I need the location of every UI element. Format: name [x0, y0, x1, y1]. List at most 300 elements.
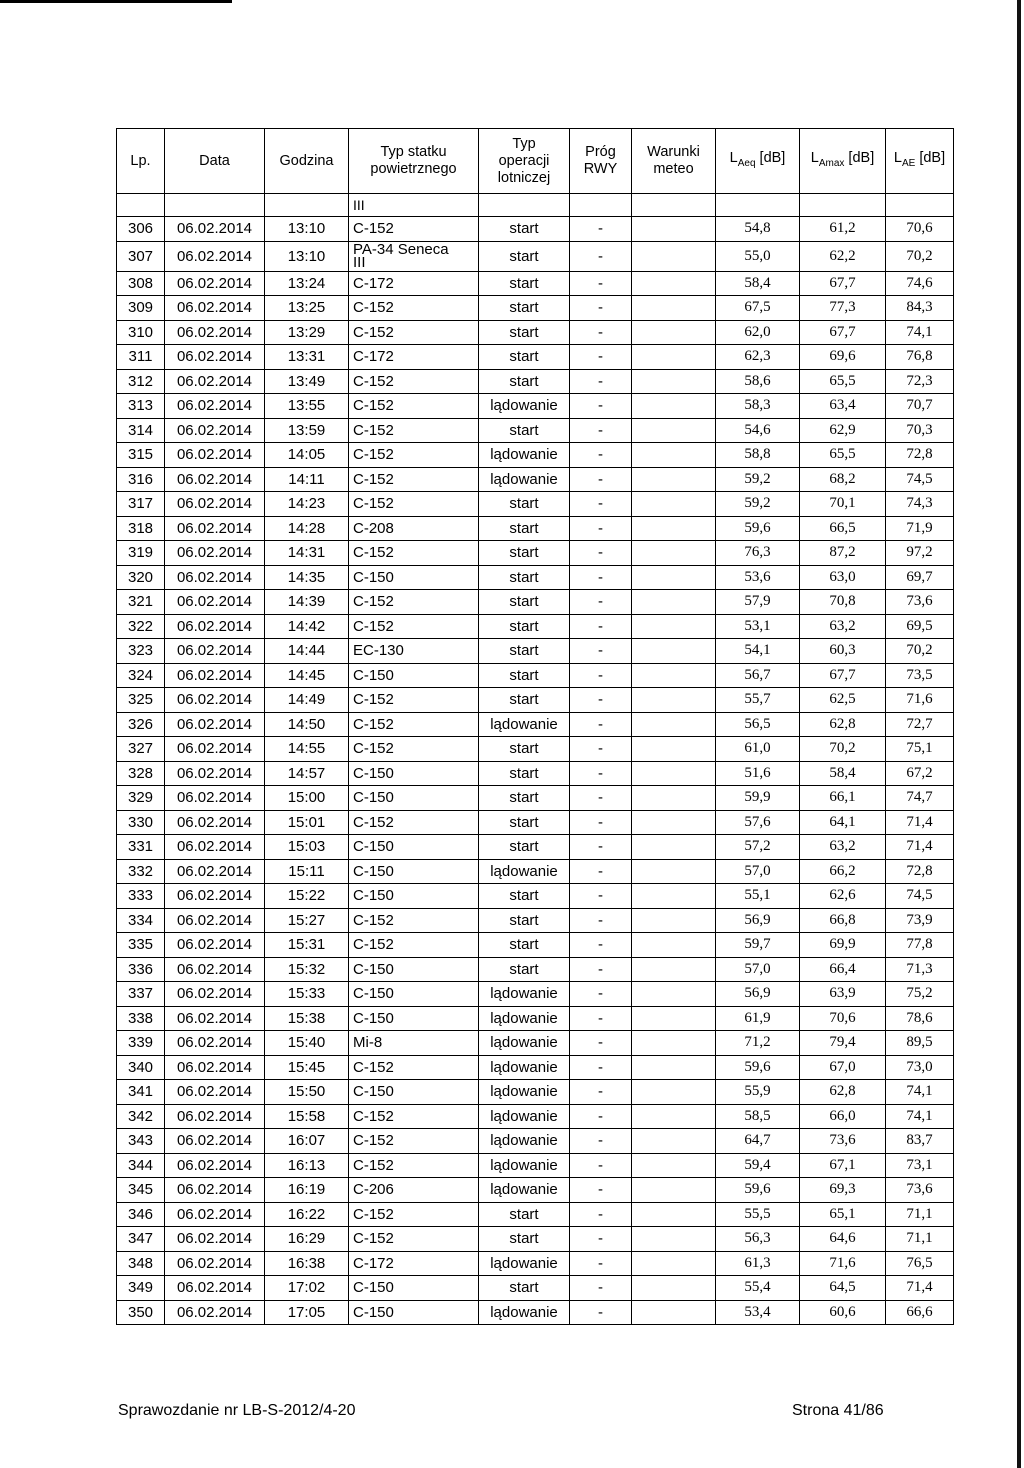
cell-lae: 84,3: [886, 296, 954, 321]
cell-prog: -: [570, 516, 632, 541]
cell-lae: 76,5: [886, 1251, 954, 1276]
cell-typ-operacji: lądowanie: [479, 1104, 570, 1129]
cell-laeq: 59,6: [716, 1178, 800, 1203]
cell-lamax: 66,0: [800, 1104, 886, 1129]
cell-laeq: 59,9: [716, 786, 800, 811]
table-row: [117, 516, 954, 541]
cell-typ-operacji: start: [479, 1227, 570, 1252]
cell-warunki: [632, 835, 716, 860]
cell-lae: 73,0: [886, 1055, 954, 1080]
cell-typ-statku: C-152: [349, 443, 479, 468]
cell-lae: 74,5: [886, 884, 954, 909]
cell-laeq: 67,5: [716, 296, 800, 321]
cell-typ-operacji: lądowanie: [479, 1031, 570, 1056]
cell-typ-operacji: start: [479, 786, 570, 811]
cell-lamax: 79,4: [800, 1031, 886, 1056]
cell-lamax: 64,1: [800, 810, 886, 835]
cell-lae: 76,8: [886, 345, 954, 370]
cell-prog: -: [570, 810, 632, 835]
cell-data: 06.02.2014: [165, 1031, 265, 1056]
cell-lae: 74,6: [886, 271, 954, 296]
cell-typ-operacji: start: [479, 345, 570, 370]
cell-laeq: 57,2: [716, 835, 800, 860]
table-row: [117, 737, 954, 762]
cell-warunki: [632, 663, 716, 688]
table-row: [117, 296, 954, 321]
cell-typ-operacji: start: [479, 688, 570, 713]
cell-prog: -: [570, 1202, 632, 1227]
cell-godzina: 17:02: [265, 1276, 349, 1301]
cell-typ-statku: C-152: [349, 394, 479, 419]
cell-typ-operacji: start: [479, 296, 570, 321]
cell-lp: 342: [117, 1104, 165, 1129]
cell-warunki: [632, 982, 716, 1007]
cell-lamax: 77,3: [800, 296, 886, 321]
cell-lp: 340: [117, 1055, 165, 1080]
cell-lamax: 73,6: [800, 1129, 886, 1154]
cell-lamax: 62,8: [800, 1080, 886, 1105]
cell-lae: 72,8: [886, 443, 954, 468]
cell-typ-operacji: start: [479, 908, 570, 933]
cell-lp: 316: [117, 467, 165, 492]
cell-prog: -: [570, 345, 632, 370]
cell-lae: 70,2: [886, 639, 954, 664]
cell-lamax: 58,4: [800, 761, 886, 786]
cell-prog: -: [570, 639, 632, 664]
cell-lae: 69,5: [886, 614, 954, 639]
cell-lamax: 64,6: [800, 1227, 886, 1252]
cell-typ-statku: C-152: [349, 1202, 479, 1227]
cell-laeq: 59,6: [716, 1055, 800, 1080]
table-row: [117, 1251, 954, 1276]
cell-typ-statku: C-152: [349, 1227, 479, 1252]
cell-godzina: 15:58: [265, 1104, 349, 1129]
cell-typ-operacji: lądowanie: [479, 1055, 570, 1080]
cell-typ-statku: C-150: [349, 565, 479, 590]
cell-godzina: 15:32: [265, 957, 349, 982]
cell-lamax: 65,5: [800, 369, 886, 394]
cell-prog: -: [570, 1251, 632, 1276]
table-row: [117, 1031, 954, 1056]
cell-warunki: [632, 1080, 716, 1105]
table-row: [117, 1104, 954, 1129]
cell-warunki: [632, 1104, 716, 1129]
cell-prog: -: [570, 369, 632, 394]
cell-warunki: [632, 1202, 716, 1227]
cell-warunki: [632, 1129, 716, 1154]
cell-data: 06.02.2014: [165, 1227, 265, 1252]
cell-warunki: [632, 345, 716, 370]
table-row: [117, 541, 954, 566]
cell-godzina: 14:11: [265, 467, 349, 492]
cell-prog: -: [570, 1153, 632, 1178]
table-body: [117, 217, 954, 1325]
cell-typ-statku: C-152: [349, 467, 479, 492]
table-row: [117, 443, 954, 468]
cell-laeq: 56,5: [716, 712, 800, 737]
cell-data: 06.02.2014: [165, 1153, 265, 1178]
page-number: Strona 41/86: [792, 1402, 884, 1419]
cell-lamax: 69,9: [800, 933, 886, 958]
cell-typ-operacji: start: [479, 810, 570, 835]
cell-lae: 74,3: [886, 492, 954, 517]
col-header-warunki: Warunki meteo: [632, 129, 716, 194]
cell-typ-statku: C-152: [349, 369, 479, 394]
cell-laeq: 55,9: [716, 1080, 800, 1105]
cell-lae: 97,2: [886, 541, 954, 566]
cell-data: 06.02.2014: [165, 418, 265, 443]
cell-lp: 333: [117, 884, 165, 909]
cell-lp: 315: [117, 443, 165, 468]
cell-data: 06.02.2014: [165, 296, 265, 321]
cell-godzina: 13:24: [265, 271, 349, 296]
table-row: [117, 345, 954, 370]
cell-warunki: [632, 394, 716, 419]
cell-typ-statku: C-152: [349, 614, 479, 639]
cell-warunki: [632, 320, 716, 345]
table-row: [117, 957, 954, 982]
cell-godzina: 17:05: [265, 1300, 349, 1325]
cell-data: 06.02.2014: [165, 835, 265, 860]
cell-typ-operacji: start: [479, 1276, 570, 1301]
cell-typ-operacji: start: [479, 835, 570, 860]
cell-warunki: [632, 908, 716, 933]
cell-godzina: 15:50: [265, 1080, 349, 1105]
cell-lae: 72,3: [886, 369, 954, 394]
cell-godzina: 15:03: [265, 835, 349, 860]
cell-godzina: 15:38: [265, 1006, 349, 1031]
cell-lamax: 62,5: [800, 688, 886, 713]
cell-typ-statku: PA-34 Seneca III: [349, 241, 479, 271]
table-row: [117, 1300, 954, 1325]
cell-typ-statku: C-152: [349, 1055, 479, 1080]
cell-lp: 349: [117, 1276, 165, 1301]
cell-laeq: 55,7: [716, 688, 800, 713]
cell-warunki: [632, 1276, 716, 1301]
cell-data: 06.02.2014: [165, 1055, 265, 1080]
cell-lp: 317: [117, 492, 165, 517]
cell-laeq: 59,2: [716, 492, 800, 517]
cell-godzina: 14:31: [265, 541, 349, 566]
cell-laeq: 59,2: [716, 467, 800, 492]
cell-lamax: 70,2: [800, 737, 886, 762]
table-row: [117, 982, 954, 1007]
cell-godzina: 15:45: [265, 1055, 349, 1080]
cell-lp: 344: [117, 1153, 165, 1178]
cell-typ-operacji: lądowanie: [479, 1006, 570, 1031]
cell-typ-statku: C-150: [349, 786, 479, 811]
cell-data: 06.02.2014: [165, 688, 265, 713]
cell-data: 06.02.2014: [165, 1251, 265, 1276]
cell-prog: -: [570, 492, 632, 517]
cell-lamax: 63,0: [800, 565, 886, 590]
cell-godzina: 13:10: [265, 241, 349, 271]
cell-godzina: 16:29: [265, 1227, 349, 1252]
cell-laeq: 56,9: [716, 908, 800, 933]
cell-lamax: 67,7: [800, 271, 886, 296]
cell-laeq: 61,3: [716, 1251, 800, 1276]
cell-godzina: 16:07: [265, 1129, 349, 1154]
cell-lp: 320: [117, 565, 165, 590]
cell-laeq: 64,7: [716, 1129, 800, 1154]
table-row: [117, 614, 954, 639]
cell-lamax: 62,9: [800, 418, 886, 443]
cell-typ-statku: C-152: [349, 933, 479, 958]
cell-data: 06.02.2014: [165, 1006, 265, 1031]
cell-laeq: 76,3: [716, 541, 800, 566]
cell-warunki: [632, 271, 716, 296]
cell-lp: 335: [117, 933, 165, 958]
cell-lp: 324: [117, 663, 165, 688]
cell-data: 06.02.2014: [165, 957, 265, 982]
cell-godzina: 13:49: [265, 369, 349, 394]
cell-typ-operacji: start: [479, 884, 570, 909]
cell-lae: 70,6: [886, 217, 954, 242]
cell-godzina: 14:49: [265, 688, 349, 713]
cell-typ-operacji: lądowanie: [479, 394, 570, 419]
cell-typ-operacji: lądowanie: [479, 859, 570, 884]
cell-typ-operacji: start: [479, 663, 570, 688]
cell-data: 06.02.2014: [165, 217, 265, 242]
cell-lp: 322: [117, 614, 165, 639]
cell-prog: -: [570, 737, 632, 762]
table-row: [117, 810, 954, 835]
table-row: [117, 320, 954, 345]
cell-prog: -: [570, 1129, 632, 1154]
cell-lae: 77,8: [886, 933, 954, 958]
cell-laeq: 57,0: [716, 859, 800, 884]
table-row: [117, 1153, 954, 1178]
cell-typ-operacji: start: [479, 271, 570, 296]
cell-laeq: 53,6: [716, 565, 800, 590]
cell-godzina: 13:31: [265, 345, 349, 370]
cell-typ-operacji: start: [479, 516, 570, 541]
cell-lp: 338: [117, 1006, 165, 1031]
cell-lp: 345: [117, 1178, 165, 1203]
cell-prog: -: [570, 418, 632, 443]
cell-laeq: 59,7: [716, 933, 800, 958]
cell-typ-operacji: lądowanie: [479, 1251, 570, 1276]
cell-lae: 67,2: [886, 761, 954, 786]
cell-warunki: [632, 467, 716, 492]
cell-data: 06.02.2014: [165, 369, 265, 394]
cell-data: 06.02.2014: [165, 614, 265, 639]
cell-lamax: 71,6: [800, 1251, 886, 1276]
header-row: [117, 129, 954, 194]
table-row: [117, 663, 954, 688]
cell-laeq: 57,6: [716, 810, 800, 835]
cell-lp: 348: [117, 1251, 165, 1276]
cell-godzina: 15:00: [265, 786, 349, 811]
cell-typ-statku: C-152: [349, 217, 479, 242]
cell-data: 06.02.2014: [165, 320, 265, 345]
cell-typ-statku: C-172: [349, 271, 479, 296]
cell-godzina: 13:29: [265, 320, 349, 345]
cell-typ-operacji: start: [479, 320, 570, 345]
cell-lamax: 67,1: [800, 1153, 886, 1178]
cell-lp: 328: [117, 761, 165, 786]
cell-lae: 73,1: [886, 1153, 954, 1178]
cell-typ-operacji: lądowanie: [479, 1153, 570, 1178]
cell-lamax: 65,5: [800, 443, 886, 468]
cell-typ-operacji: lądowanie: [479, 1300, 570, 1325]
cell-lamax: 70,8: [800, 590, 886, 615]
cell-lamax: 65,1: [800, 1202, 886, 1227]
cell-data: 06.02.2014: [165, 908, 265, 933]
cell-data: 06.02.2014: [165, 810, 265, 835]
cell-data: 06.02.2014: [165, 241, 265, 271]
cell-lp: 330: [117, 810, 165, 835]
cell-typ-operacji: lądowanie: [479, 443, 570, 468]
cell-warunki: [632, 761, 716, 786]
cell-typ-statku: C-150: [349, 884, 479, 909]
cell-warunki: [632, 516, 716, 541]
cell-lae: 71,9: [886, 516, 954, 541]
cell-laeq: 59,4: [716, 1153, 800, 1178]
table-row: [117, 492, 954, 517]
cell-data: 06.02.2014: [165, 737, 265, 762]
cell-lae: 83,7: [886, 1129, 954, 1154]
cell-godzina: 14:44: [265, 639, 349, 664]
table-row: [117, 1202, 954, 1227]
cell-lp: 343: [117, 1129, 165, 1154]
cell-lp: 308: [117, 271, 165, 296]
cell-typ-statku: C-152: [349, 1129, 479, 1154]
cell-typ-operacji: start: [479, 933, 570, 958]
cell-godzina: 15:22: [265, 884, 349, 909]
cell-data: 06.02.2014: [165, 1276, 265, 1301]
table-row: [117, 908, 954, 933]
cell-lp: 336: [117, 957, 165, 982]
cell-laeq: 56,3: [716, 1227, 800, 1252]
cell-typ-statku: C-172: [349, 1251, 479, 1276]
cell-godzina: 16:13: [265, 1153, 349, 1178]
cell-typ-statku: C-150: [349, 1080, 479, 1105]
cell-lae: 70,3: [886, 418, 954, 443]
cell-lae: 70,2: [886, 241, 954, 271]
cell-data: 06.02.2014: [165, 1178, 265, 1203]
cell-lp: 327: [117, 737, 165, 762]
cell-typ-operacji: start: [479, 369, 570, 394]
cell-lp: 332: [117, 859, 165, 884]
cell-lamax: 61,2: [800, 217, 886, 242]
cell-lp: 307: [117, 241, 165, 271]
cell-laeq: 55,5: [716, 1202, 800, 1227]
cell-laeq: 54,6: [716, 418, 800, 443]
cell-typ-statku: C-206: [349, 1178, 479, 1203]
cell-lamax: 66,4: [800, 957, 886, 982]
cell-laeq: 53,4: [716, 1300, 800, 1325]
table-row: [117, 859, 954, 884]
cell-data: 06.02.2014: [165, 712, 265, 737]
cell-prog: -: [570, 908, 632, 933]
table-row: [117, 1080, 954, 1105]
cell-typ-statku: C-152: [349, 590, 479, 615]
cell-lamax: 66,8: [800, 908, 886, 933]
cell-typ-statku: C-172: [349, 345, 479, 370]
cell-godzina: 14:28: [265, 516, 349, 541]
scan-edge-top: [0, 0, 232, 3]
cell-lp: 318: [117, 516, 165, 541]
cell-lae: 71,4: [886, 1276, 954, 1301]
cell-laeq: 57,0: [716, 957, 800, 982]
cell-typ-statku: C-150: [349, 859, 479, 884]
cell-warunki: [632, 639, 716, 664]
cell-typ-operacji: lądowanie: [479, 1080, 570, 1105]
cell-prog: -: [570, 1276, 632, 1301]
cell-typ-operacji: start: [479, 492, 570, 517]
cell-prog: -: [570, 1031, 632, 1056]
cell-lamax: 62,8: [800, 712, 886, 737]
cell-data: 06.02.2014: [165, 663, 265, 688]
table-row: [117, 467, 954, 492]
cell-laeq: 71,2: [716, 1031, 800, 1056]
cell-godzina: 15:01: [265, 810, 349, 835]
cell-prog: -: [570, 884, 632, 909]
table-row: [117, 712, 954, 737]
cell-godzina: 14:39: [265, 590, 349, 615]
cell-prog: -: [570, 614, 632, 639]
cell-lae: 73,6: [886, 590, 954, 615]
table-row: [117, 933, 954, 958]
col-header-typ-statku: Typ statku powietrznego: [349, 129, 479, 194]
cell-lamax: 70,6: [800, 1006, 886, 1031]
header-subrow: [117, 194, 954, 217]
cell-laeq: 62,3: [716, 345, 800, 370]
cell-lamax: 87,2: [800, 541, 886, 566]
cell-data: 06.02.2014: [165, 982, 265, 1007]
cell-data: 06.02.2014: [165, 1129, 265, 1154]
cell-laeq: 58,5: [716, 1104, 800, 1129]
cell-lae: 73,5: [886, 663, 954, 688]
cell-warunki: [632, 492, 716, 517]
cell-godzina: 14:57: [265, 761, 349, 786]
cell-prog: -: [570, 933, 632, 958]
cell-prog: -: [570, 712, 632, 737]
cell-warunki: [632, 933, 716, 958]
cell-laeq: 59,6: [716, 516, 800, 541]
cell-laeq: 51,6: [716, 761, 800, 786]
cell-typ-operacji: lądowanie: [479, 1129, 570, 1154]
cell-lamax: 63,9: [800, 982, 886, 1007]
cell-lae: 66,6: [886, 1300, 954, 1325]
cell-data: 06.02.2014: [165, 1300, 265, 1325]
cell-lae: 72,7: [886, 712, 954, 737]
cell-typ-statku: C-150: [349, 957, 479, 982]
cell-lp: 312: [117, 369, 165, 394]
cell-prog: -: [570, 1227, 632, 1252]
cell-lae: 71,4: [886, 835, 954, 860]
cell-lp: 313: [117, 394, 165, 419]
cell-prog: -: [570, 320, 632, 345]
cell-lae: 71,3: [886, 957, 954, 982]
cell-laeq: 58,4: [716, 271, 800, 296]
cell-prog: -: [570, 786, 632, 811]
cell-godzina: 14:23: [265, 492, 349, 517]
subrow-label: III: [349, 194, 479, 217]
cell-typ-operacji: lądowanie: [479, 982, 570, 1007]
col-header-laeq: $L_{Aeq}$ [dB]: [716, 129, 800, 194]
cell-lp: 321: [117, 590, 165, 615]
cell-prog: -: [570, 565, 632, 590]
cell-typ-statku: C-152: [349, 737, 479, 762]
cell-lamax: 63,2: [800, 614, 886, 639]
cell-prog: -: [570, 443, 632, 468]
cell-lamax: 69,3: [800, 1178, 886, 1203]
cell-lp: 350: [117, 1300, 165, 1325]
cell-typ-operacji: start: [479, 639, 570, 664]
table-row: [117, 1178, 954, 1203]
